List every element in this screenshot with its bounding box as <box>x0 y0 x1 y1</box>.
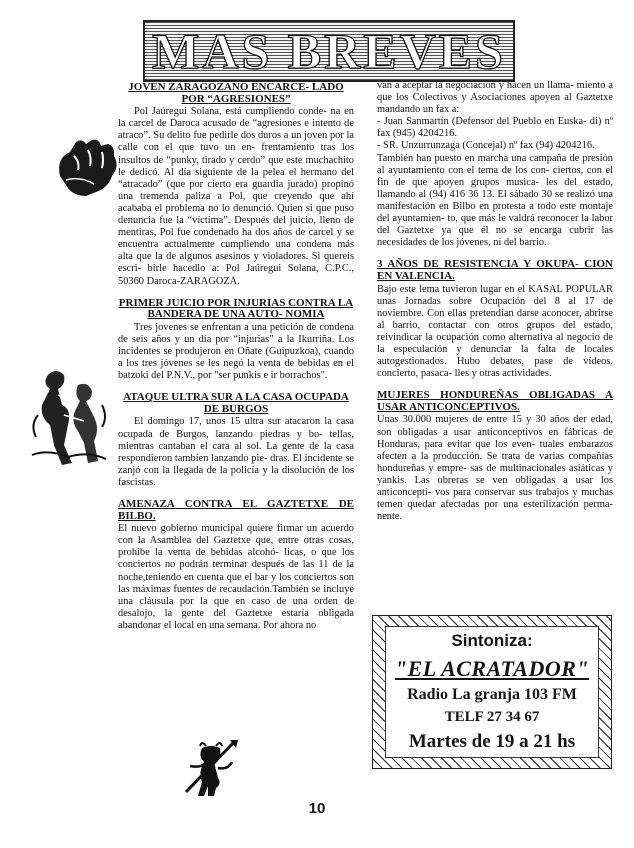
article-body-amenaza-gaztetxe: El nuevo gobierno municipal quiere firmar un acuerdo con la Asamblea del Gaztetxe que, entre otras cosas, prohíbe la venta de bebidas alcohó- licas, o que los conciertos no podrán terminar después de las 11 de la noche,teniendo en cuenta que el bar y los conciertos son las máximas fuentes de recaudación.También se incluye una cláusula por la que en caso de una orden de desalojo, la gente del Gaztetxe estaría obligada abandonar el local en una semana. Por ahora no <box>118 523 354 631</box>
article-body-ataque-ultra-sur: El domingo 17, unos 15 ultra sur atacaron la casa ocupada de Burgos, lanzando piedras y bo- tellas, mientras cantaban el cara al sol. La gente de la casa respondieron tambien lanzando pie- dras. El incidente se zanjó con la llegada de la policía y la disolución de los fascistas. <box>118 416 354 488</box>
radio-phone: TELF 27 34 67 <box>444 709 540 726</box>
article-body-joven-zaragozano: Pol Jaúregui Solana, está cumpliendo conde- na en la carcel de Daroca acusado de “agresiones e intento de atraco”. Su delito fue pedirle dos duros a un joven por la calle con el que tuvo un en- frentamiento tras los insultos de “punky, tirado y cerdo” que este muchachito le dedicó. Al día siguiente de la pelea el hermano del “atracado” (que por cierto era guardia jurado) propinó una tremenda paliza a Pol, que creyendo que ahí acababa el problema no lo denunció. Quien si que puso denuncia fue la “víctima”. Después del juicio, lleno de mentiras, Pol fue condenado ha dos años de carcel y se encuentra actualmente cumpliendo una condena más alta que la de algunos asesinos y violadores. Si quereis escri- birle hacedlo a: Pol Jaúregui Solana, C.P.C., 50360 Daroca-ZARAGOZA. <box>118 106 354 287</box>
continuation-fax-item: - SR. Unzurrunzaga (Concejal) nº fax (94) 4204216. <box>377 140 595 152</box>
page-number: 10 <box>308 800 326 817</box>
left-column <box>118 82 354 632</box>
radio-program-name: "EL ACRATADOR" <box>394 655 590 681</box>
continuation-fax-item: - Juan Sanmartín (Defensor del Pueblo en Euska- di) nº fax (945) 4204216. <box>377 116 613 140</box>
right-column <box>377 80 613 523</box>
radio-advert-content <box>385 626 599 758</box>
radio-station-name: Radio La granja 103 FM <box>407 686 577 704</box>
article-headline-amenaza-gaztetxe: AMENAZA CONTRA EL GAZTETXE DE BILBO. <box>118 498 354 522</box>
continuation-paragraph: También han puesto en marcha una campaña de presión al ayuntamiento con el tema de los con- ciertos, con el fin de que apoyen grupos musica- les del estado, llamando al (94) 416 36 13. El sábado 30 se realizó una manifestación en Bilbo en protesta a todo este montaje del ayuntamien- to, que más le valdrá reconocer la labor del Gaztetxe ya que él no se encarga cubrir las necesidades de los jóvenes, ni del barrio. <box>377 152 613 249</box>
raised-fist-icon <box>52 136 122 198</box>
radio-tune-in-label: Sintoniza: <box>451 631 533 651</box>
banner-title: MAS BREVES <box>152 23 506 79</box>
article-headline-mujeres-hondurenas: MUJERES HONDUREÑAS OBLIGADAS A USAR ANTICONCEPTIVOS. <box>377 389 613 413</box>
article-body-primer-juicio: Tres jovenes se enfrentan a una petición de condena de seis años y un día por “injurias” a la Ikurriña. Los incidentes se produjeron en Oñate (Guipuzkoa), cuando a los tres jóvenes se les negó la venta de bebidas en el batzoki del P.N.V., por "ser punkis e ir borrachos". <box>118 321 354 382</box>
section-banner <box>143 20 515 82</box>
article-body-mujeres-hondurenas: Unas 30.000 mujeres de entre 15 y 30 años der edad, son obligadas a usar anticonceptivos en fábricas de Honduras, para evitar que los even- tuales embarazos afecten a la producción. Se trata de varias compañías hondureñas y empre- sas de multinacionales asiáticas y yankis. Las obreras se ven obligadas a usar los anticoncepti- vos para conservar sus trabajos y muchas temen quedar afectadas por una esterilización perma- nente. <box>377 414 613 523</box>
article-headline-resistencia-valencia: 3 AÑOS DE RESISTENCIA Y OKUPA- CION EN VALENCIA. <box>377 258 613 282</box>
radio-advert-box <box>372 615 612 769</box>
radio-schedule: Martes de 19 a 21 hs <box>408 730 576 752</box>
article-headline-primer-juicio: PRIMER JUICIO POR INJURIAS CONTRA LA BANDERA DE UNA AUTO- NOMIA <box>118 296 354 321</box>
article-body-resistencia-valencia: Bajo este lema tuvieron lugar en el KASAL POPULAR unas Jornadas sobre Ocupación del 8 al 17 de noviembre. Con ellas pretendían darse aconocer, abrirse al barrio, contactar con otros grupos del estado, reivindicar la ocupación como alternativa al negocio de la especulación y denunciar la falta de locales autogestionados. Hubo debates, pase de vídeos, concierto, pasaca- lles y otras actividades. <box>377 283 613 380</box>
fighting-figures-icon <box>28 365 108 467</box>
article-headline-ataque-ultra-sur: ATAQUE ULTRA SUR A LA CASA OCUPADA DE BURGOS <box>123 391 349 415</box>
article-headline-joven-zaragozano: JOVEN ZARAGOZANO ENCARCE- LADO POR “AGRESIONES” <box>128 81 344 105</box>
devil-figure-icon <box>178 738 242 798</box>
continuation-paragraph: van a aceptar la negociación y hacen un llama- miento a que los Colectivos y Asociaciones apoyen al Gaztetxe mandando un fax a: <box>377 80 613 116</box>
